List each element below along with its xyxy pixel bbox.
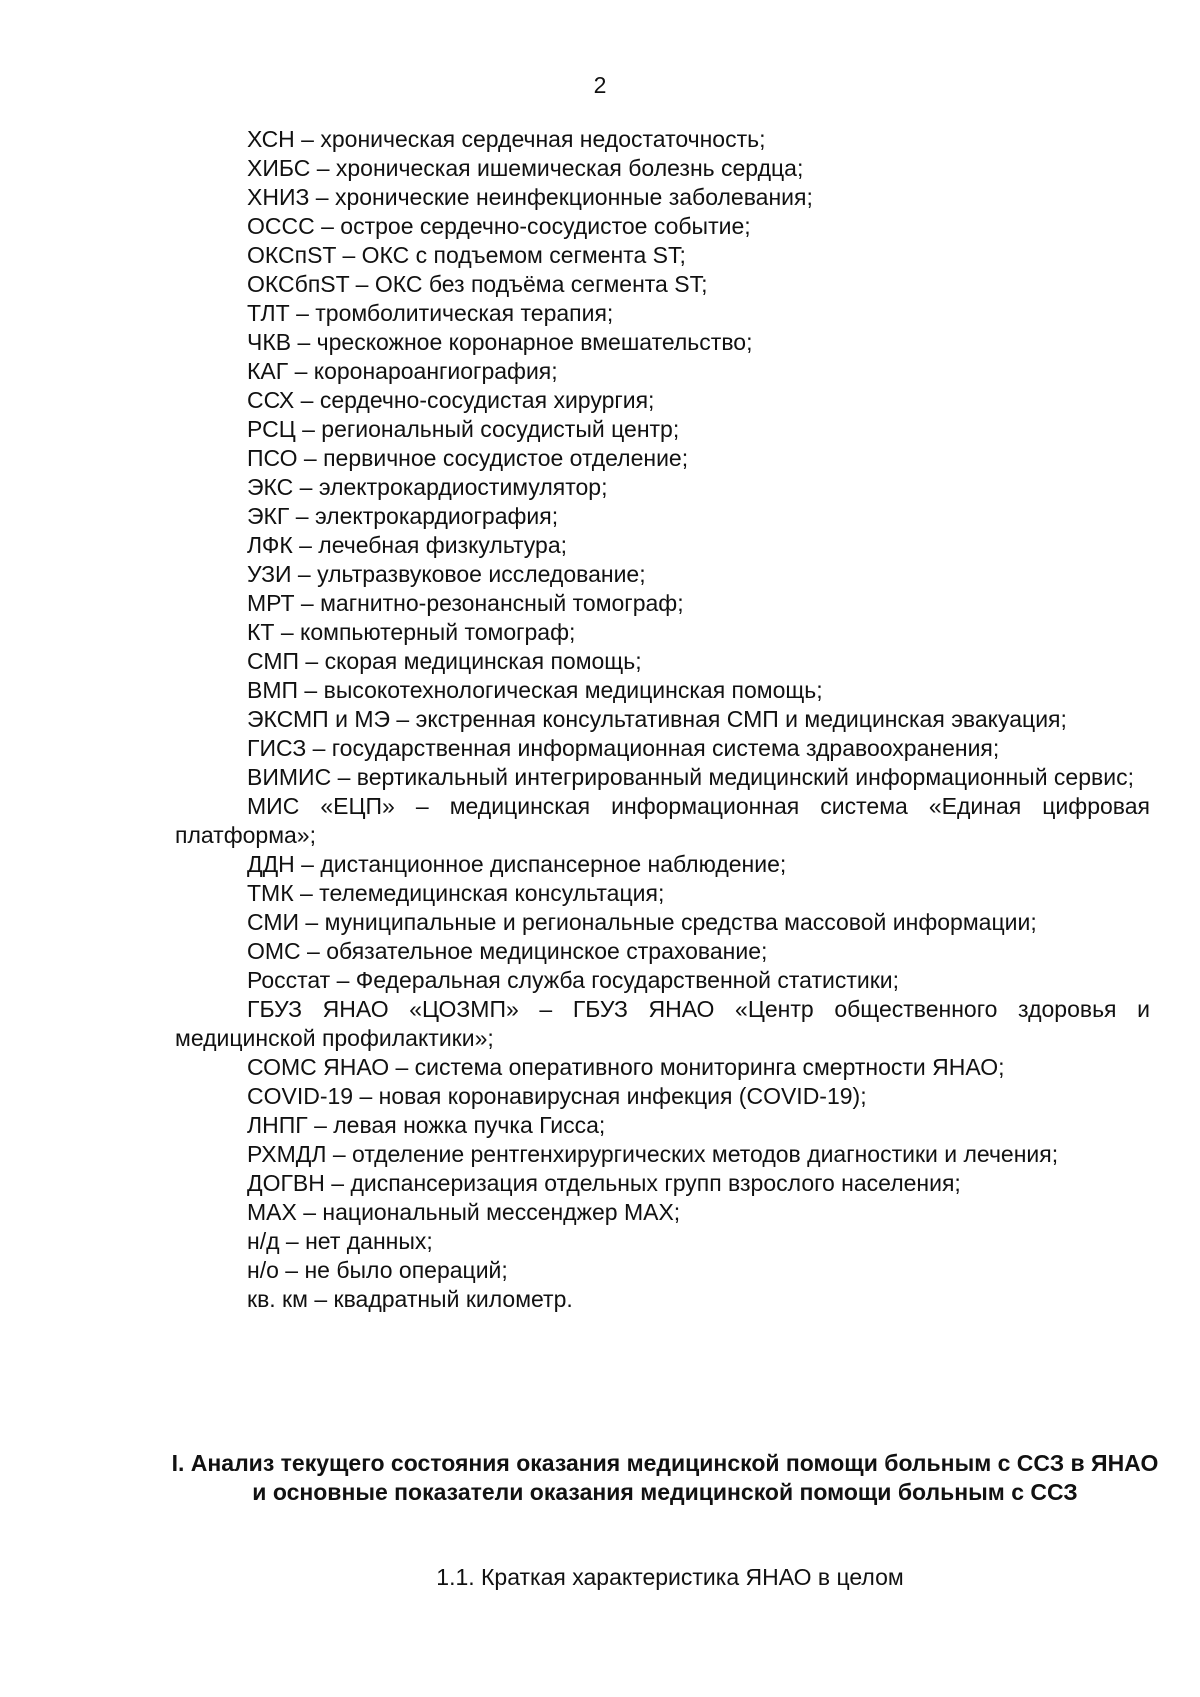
list-item: ХНИЗ – хронические неинфекционные заболевания; <box>247 184 813 210</box>
abbreviation-list <box>175 125 1150 1314</box>
subsection-heading: 1.1. Краткая характеристика ЯНАО в целом <box>436 1564 904 1590</box>
list-item: ЭКС – электрокардиостимулятор; <box>247 474 608 500</box>
list-item: ПСО – первичное сосудистое отделение; <box>247 445 689 471</box>
page-number: 2 <box>593 72 607 98</box>
list-item: ДДН – дистанционное диспансерное наблюдение; <box>247 851 787 877</box>
list-item: ТЛТ – тромболитическая терапия; <box>247 300 614 326</box>
list-item: УЗИ – ультразвуковое исследование; <box>247 561 646 587</box>
list-item: MAX – национальный мессенджер MAX; <box>247 1199 681 1225</box>
list-item: ВИМИС – вертикальный интегрированный медицинский информационный сервис; <box>247 764 1134 790</box>
list-item: ГБУЗ ЯНАО «ЦОЗМП» – ГБУЗ ЯНАО «Центр общественного здоровья и медицинской профилактики»; <box>175 996 1150 1051</box>
list-item: ЭКГ – электрокардиография; <box>247 503 559 529</box>
list-item: ОКСбпST – ОКС без подъёма сегмента ST; <box>247 271 708 297</box>
list-item: МРТ – магнитно-резонансный томограф; <box>247 590 684 616</box>
list-item: СМП – скорая медицинская помощь; <box>247 648 642 674</box>
list-item: СМИ – муниципальные и региональные средства массовой информации; <box>247 909 1037 935</box>
list-item: КТ – компьютерный томограф; <box>247 619 576 645</box>
list-item: КАГ – коронароангиография; <box>247 358 558 384</box>
section-heading: I. Анализ текущего состояния оказания медицинской помощи больным с ССЗ в ЯНАО и основные показатели оказания медицинской помощи больным с ССЗ <box>171 1450 1159 1505</box>
list-item: РХМДЛ – отделение рентгенхирургических методов диагностики и лечения; <box>247 1141 1059 1167</box>
list-item: ВМП – высокотехнологическая медицинская помощь; <box>247 677 823 703</box>
list-item: н/о – не было операций; <box>247 1257 508 1283</box>
list-item: ТМК – телемедицинская консультация; <box>247 880 665 906</box>
list-item: н/д – нет данных; <box>247 1228 433 1254</box>
list-item: РСЦ – региональный сосудистый центр; <box>247 416 680 442</box>
list-item: ЛНПГ – левая ножка пучка Гисса; <box>247 1112 606 1138</box>
list-item: COVID-19 – новая коронавирусная инфекция (COVID-19); <box>247 1083 867 1109</box>
list-item: ХИБС – хроническая ишемическая болезнь сердца; <box>247 155 804 181</box>
list-item: ОМС – обязательное медицинское страхование; <box>247 938 768 964</box>
list-item: кв. км – квадратный километр. <box>247 1286 573 1312</box>
list-item: ДОГВН – диспансеризация отдельных групп взрослого населения; <box>247 1170 961 1196</box>
list-item: Росстат – Федеральная служба государственной статистики; <box>247 967 900 993</box>
list-item: ЛФК – лечебная физкультура; <box>247 532 568 558</box>
list-item: СОМС ЯНАО – система оперативного мониторинга смертности ЯНАО; <box>247 1054 1005 1080</box>
list-item: ОКСпST – ОКС с подъемом сегмента ST; <box>247 242 686 268</box>
list-item: ГИСЗ – государственная информационная система здравоохранения; <box>247 735 1000 761</box>
list-item: ЭКСМП и МЭ – экстренная консультативная СМП и медицинская эвакуация; <box>247 706 1067 732</box>
list-item: ЧКВ – чрескожное коронарное вмешательство; <box>247 329 753 355</box>
list-item: МИС «ЕЦП» – медицинская информационная система «Единая цифровая платформа»; <box>175 793 1150 848</box>
list-item: ХСН – хроническая сердечная недостаточность; <box>247 126 766 152</box>
list-item: ОССС – острое сердечно-сосудистое событие; <box>247 213 751 239</box>
list-item: ССХ – сердечно-сосудистая хирургия; <box>247 387 655 413</box>
